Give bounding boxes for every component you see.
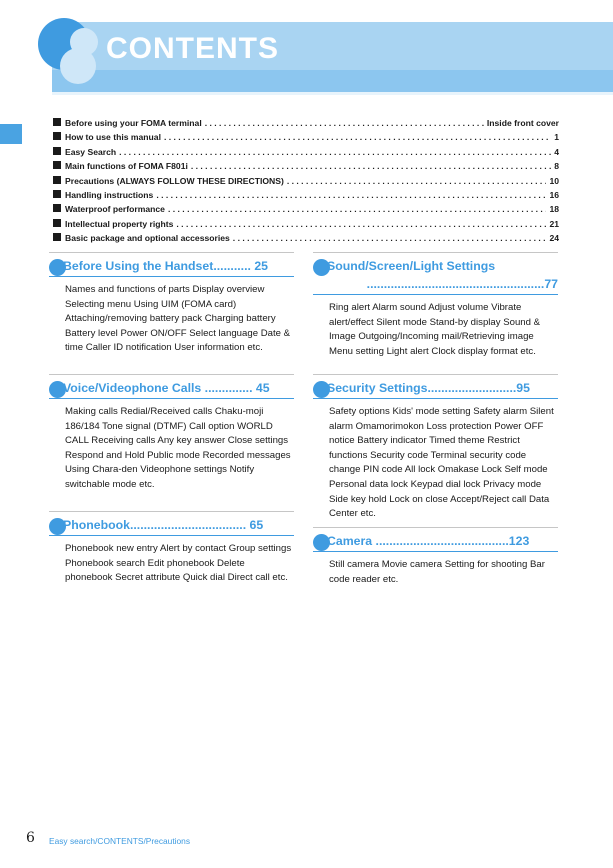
section-description: Still camera Movie camera Setting for shooting Bar code reader etc. xyxy=(329,559,545,585)
section-header[interactable] xyxy=(49,380,294,399)
toc-item-page: Inside front cover xyxy=(486,118,559,128)
toc-item[interactable] xyxy=(53,176,559,190)
side-index-tab xyxy=(0,124,22,144)
page-title: CONTENTS xyxy=(106,32,279,65)
toc-item[interactable] xyxy=(53,204,559,218)
toc-item-page: 8 xyxy=(554,161,559,172)
bullet-square-icon xyxy=(53,118,61,126)
section-camera xyxy=(313,533,558,587)
page-number: 6 xyxy=(26,830,35,846)
section-title: Security Settings..........................95 xyxy=(327,381,530,395)
toc-item[interactable] xyxy=(53,219,559,233)
section-header[interactable] xyxy=(313,258,558,276)
bullet-square-icon xyxy=(53,233,61,241)
bullet-square-icon xyxy=(53,176,61,184)
section-title: Camera .......................................123 xyxy=(327,534,530,548)
section-title: Phonebook.................................. 65 xyxy=(63,518,264,532)
toc-item-label: Before using your FOMA terminal xyxy=(65,118,202,128)
section-title: Voice/Videophone Calls .............. 45 xyxy=(63,381,270,395)
toc-item-label: Easy Search xyxy=(65,146,117,157)
bullet-square-icon xyxy=(53,147,61,155)
toc-list xyxy=(53,118,559,248)
leader-dots xyxy=(164,132,551,142)
section-divider xyxy=(313,252,558,253)
bullet-square-icon xyxy=(53,204,61,212)
toc-item-page: 16 xyxy=(549,189,559,200)
section-header[interactable] xyxy=(49,517,294,536)
leader-dots xyxy=(205,118,484,128)
bullet-square-icon xyxy=(53,219,61,227)
leader-dots xyxy=(191,161,551,171)
toc-item[interactable] xyxy=(53,190,559,204)
section-divider xyxy=(49,511,294,512)
toc-item-label: Basic package and optional accessories xyxy=(65,233,230,244)
header-band xyxy=(52,70,613,92)
section-divider xyxy=(49,252,294,253)
section-phonebook xyxy=(49,517,294,586)
toc-item[interactable] xyxy=(53,132,559,146)
leader-dots xyxy=(119,147,551,157)
toc-item-label: Main functions of FOMA F801i xyxy=(65,161,188,172)
toc-item-label: Intellectual property rights xyxy=(65,218,174,229)
toc-item-page: 4 xyxy=(554,146,559,157)
section-header[interactable] xyxy=(313,380,558,399)
toc-item-label: Waterproof performance xyxy=(65,204,165,215)
leader-dots xyxy=(156,190,546,200)
toc-item[interactable] xyxy=(53,147,559,161)
section-header-continuation xyxy=(313,276,558,295)
header-circle-decoration-medium xyxy=(60,48,96,84)
section-divider xyxy=(313,374,558,375)
bullet-square-icon xyxy=(53,161,61,169)
section-divider xyxy=(49,374,294,375)
toc-item-label: Handling instructions xyxy=(65,189,154,200)
section-divider xyxy=(313,527,558,528)
toc-item-page: 1 xyxy=(554,132,559,143)
section-voice-videophone xyxy=(49,380,294,493)
section-header[interactable] xyxy=(49,258,294,277)
toc-item-page: 24 xyxy=(549,233,559,244)
toc-item-page: 21 xyxy=(549,218,559,229)
section-description: Names and functions of parts Display overview Selecting menu Using UIM (FOMA card) Attaching/removing battery pack Charging battery Battery level Power ON/OFF Select language Date & time Caller ID notification User information etc. xyxy=(65,284,291,354)
toc-item[interactable] xyxy=(53,233,559,247)
section-header[interactable] xyxy=(313,533,558,552)
section-description: Phonebook new entry Alert by contact Group settings Phonebook search Edit phonebook Delete phonebook Secret attribute Quick dial Direct call etc. xyxy=(65,543,292,584)
section-description: Making calls Redial/Received calls Chaku-moji 186/184 Tone signal (DTMF) Call option WORLD CALL Receiving calls Any key answer Close settings Respond and Hold Public mode Recorded messages Using Chara-den Videophone settings Notify switchable mode etc. xyxy=(65,406,291,490)
bullet-square-icon xyxy=(53,132,61,140)
header-divider xyxy=(52,92,613,95)
section-before-using xyxy=(49,258,294,356)
bullet-square-icon xyxy=(53,190,61,198)
toc-item-page: 18 xyxy=(549,204,559,215)
footer-breadcrumb[interactable]: Easy search/CONTENTS/Precautions xyxy=(49,836,191,846)
toc-item[interactable] xyxy=(53,161,559,175)
section-description: Ring alert Alarm sound Adjust volume Vibrate alert/effect Silent mode Stand-by display Sound & Image Outgoing/Incoming mail/Retrieving image Menu setting Light alert Clock display format etc. xyxy=(329,302,541,357)
section-sound-screen-light xyxy=(313,258,558,359)
section-description: Safety options Kids' mode setting Safety alarm Silent alarm Omamorimokon Loss protection Power OFF notice Battery indicator Timed theme Restrict functions Security code Terminal security code change PIN code All lock Omakase Lock Self mode Personal data lock Keypad dial lock Privacy mode Side key hold Lock on close Accept/Reject call Data Center etc. xyxy=(329,406,554,520)
toc-item-label: Precautions (ALWAYS FOLLOW THESE DIRECTIONS) xyxy=(65,175,284,186)
leader-dots xyxy=(176,219,546,229)
section-title: Sound/Screen/Light Settings xyxy=(327,259,496,273)
section-security xyxy=(313,380,558,522)
toc-item-page: 10 xyxy=(549,175,559,186)
toc-item-label: How to use this manual xyxy=(65,132,161,143)
section-page-leader: ....................................................77 xyxy=(366,277,558,291)
leader-dots xyxy=(168,204,546,214)
leader-dots xyxy=(287,176,547,186)
leader-dots xyxy=(233,233,547,243)
section-title: Before Using the Handset........... 25 xyxy=(63,259,268,273)
toc-item[interactable] xyxy=(53,118,559,132)
